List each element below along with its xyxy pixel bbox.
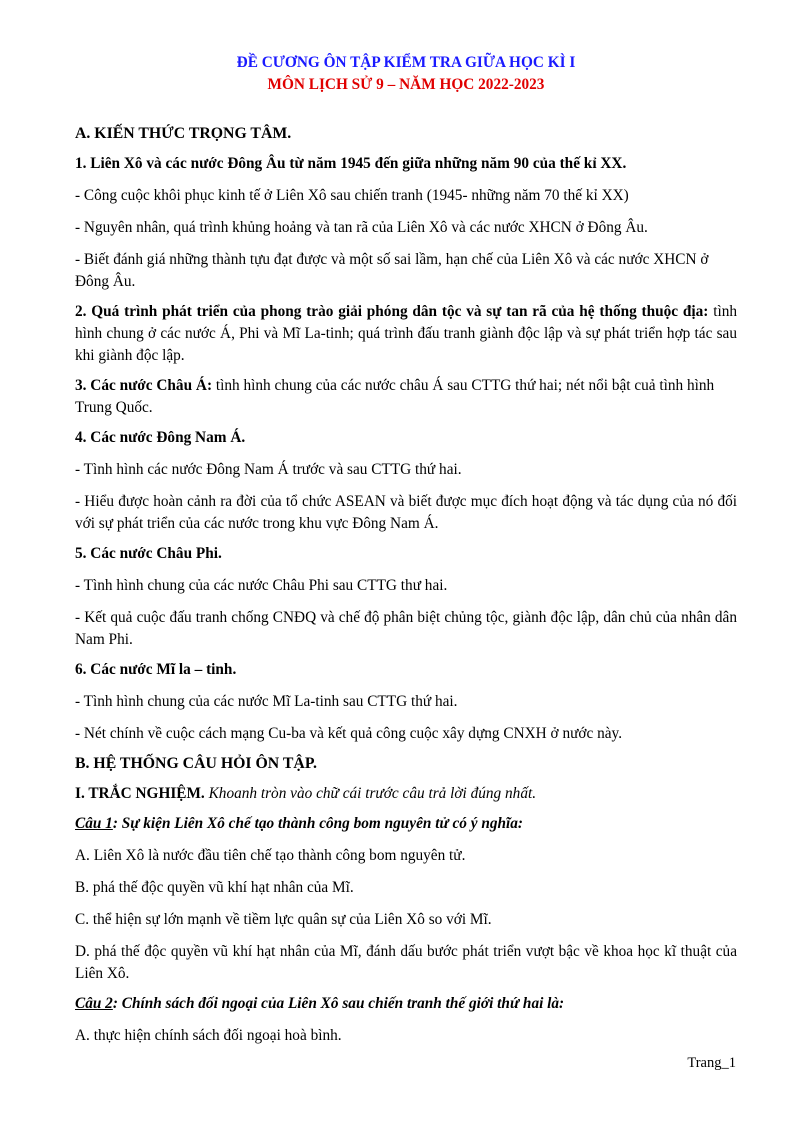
section-b-heading: B. HỆ THỐNG CÂU HỎI ÔN TẬP. bbox=[75, 755, 317, 772]
topic-1-bullet-2: - Nguyên nhân, quá trình khủng hoảng và tan rã của Liên Xô và các nước XHCN ở Đông Âu. bbox=[75, 219, 648, 236]
topic-3-text: tình hình chung của các nước châu Á sau CTTG thứ hai; nét nổi bật cuả tình hình Trung Quốc. bbox=[75, 377, 715, 416]
topic-2-text: tình hình chung ở các nước Á, Phi và Mĩ La-tinh; quá trình đấu tranh giành độc lập và sự phát triển hợp tác sau khi giành độc lập. bbox=[75, 303, 738, 364]
topic-4-heading: 4. Các nước Đông Nam Á. bbox=[75, 429, 246, 446]
topic-1-heading: 1. Liên Xô và các nước Đông Âu từ năm 1945 đến giữa những năm 90 của thế kỉ XX. bbox=[75, 155, 627, 172]
question-1 bbox=[75, 813, 737, 835]
question-1-option-c: C. thể hiện sự lớn mạnh về tiềm lực quân sự của Liên Xô so với Mĩ. bbox=[75, 911, 492, 928]
topic-3-heading: 3. Các nước Châu Á: bbox=[75, 377, 213, 394]
topic-2-heading: 2. Quá trình phát triển của phong trào giải phóng dân tộc và sự tan rã của hệ thống thuộc địa: bbox=[75, 303, 709, 320]
question-1-option-a: A. Liên Xô là nước đầu tiên chế tạo thành công bom nguyên tử. bbox=[75, 847, 466, 864]
topic-5-bullet-1: - Tình hình chung của các nước Châu Phi sau CTTG thư hai. bbox=[75, 577, 448, 594]
topic-2-paragraph bbox=[75, 301, 737, 367]
question-1-label: Câu 1 bbox=[75, 815, 113, 832]
question-2-option-a: A. thực hiện chính sách đối ngoại hoà bình. bbox=[75, 1027, 342, 1044]
topic-6-bullet-2: - Nét chính về cuộc cách mạng Cu-ba và kết quả công cuộc xây dựng CNXH ở nước này. bbox=[75, 725, 623, 742]
topic-4-bullet-1: - Tình hình các nước Đông Nam Á trước và sau CTTG thứ hai. bbox=[75, 461, 462, 478]
document-subtitle: MÔN LỊCH SỬ 9 – NĂM HỌC 2022-2023 bbox=[267, 76, 545, 93]
question-1-option-b: B. phá thế độc quyền vũ khí hạt nhân của Mĩ. bbox=[75, 879, 354, 896]
topic-4-bullet-2: - Hiểu được hoàn cảnh ra đời của tổ chức ASEAN và biết được mục đích hoạt động và tác dụng của nó đối với sự phát triển của các nước trong khu vực Đông Nam Á. bbox=[75, 493, 737, 532]
document-title: ĐỀ CƯƠNG ÔN TẬP KIỂM TRA GIỮA HỌC KÌ I bbox=[236, 54, 576, 71]
topic-5-heading: 5. Các nước Châu Phi. bbox=[75, 545, 222, 562]
question-1-text: : Sự kiện Liên Xô chế tạo thành công bom nguyên tử có ý nghĩa: bbox=[112, 815, 523, 832]
topic-3-paragraph bbox=[75, 375, 737, 419]
topic-1-bullet-3: - Biết đánh giá những thành tựu đạt được và một số sai lầm, hạn chế của Liên Xô và các nước XHCN ở Đông Âu. bbox=[75, 251, 709, 290]
topic-5-bullet-2: - Kết quả cuộc đấu tranh chống CNĐQ và chế độ phân biệt chủng tộc, giành độc lập, dân chủ của nhân dân Nam Phi. bbox=[75, 609, 737, 648]
topic-1-bullet-1: - Công cuộc khôi phục kinh tế ở Liên Xô sau chiến tranh (1945- những năm 70 thế kỉ XX) bbox=[75, 187, 629, 204]
topic-6-heading: 6. Các nước Mĩ la – tinh. bbox=[75, 661, 237, 678]
question-2 bbox=[75, 993, 737, 1015]
question-1-option-d: D. phá thế độc quyền vũ khí hạt nhân của Mĩ, đánh dấu bước phát triển vượt bậc về khoa học kĩ thuật của Liên Xô. bbox=[75, 943, 737, 982]
page-number: Trang_1 bbox=[687, 1055, 736, 1071]
topic-6-bullet-1: - Tình hình chung của các nước Mĩ La-tinh sau CTTG thứ hai. bbox=[75, 693, 458, 710]
question-2-text: : Chính sách đối ngoại của Liên Xô sau chiến tranh thế giới thứ hai là: bbox=[112, 995, 565, 1012]
section-a-heading: A. KIẾN THỨC TRỌNG TÂM. bbox=[75, 125, 292, 142]
multiple-choice-instruction: Khoanh tròn vào chữ cái trước câu trả lời đúng nhất. bbox=[204, 785, 537, 802]
multiple-choice-intro bbox=[75, 783, 737, 805]
question-2-label: Câu 2 bbox=[75, 995, 113, 1012]
document-page bbox=[75, 52, 737, 1047]
multiple-choice-heading: I. TRẮC NGHIỆM. bbox=[75, 785, 205, 802]
